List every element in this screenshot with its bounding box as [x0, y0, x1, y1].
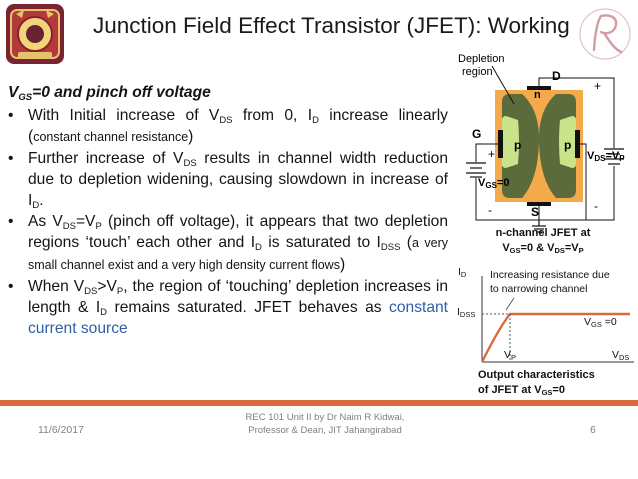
p-label-right: p [564, 138, 572, 152]
bullet-4: • When $V_{DS}>V_P$, the region of ‘touching’ depletion increases in length & $I_D$ remains saturated. JFET behaves as constant current source [8, 276, 448, 339]
graph-vgs-label: $V_{GS} =0$ [584, 316, 617, 329]
slide-body [8, 82, 448, 339]
graph-vp-label: $V_P$ [504, 349, 517, 362]
minus-left: - [488, 203, 492, 217]
footer-rule [0, 400, 638, 406]
constant-current-source-highlight: constant current source [28, 299, 448, 337]
bullet-1: • With Initial increase of $V_{DS}$ from 0, $I_D$ increase linearly (constant channel resistance) [8, 105, 448, 148]
source-label: S [531, 205, 540, 219]
section-heading: $V_{GS}=0$ and pinch off voltage [8, 84, 211, 103]
vds-label: VDS=VP [587, 150, 625, 163]
plus-top: + [594, 79, 602, 93]
n-label: n [534, 89, 541, 101]
jfet-caption: n-channel JFET at $V_{GS}=0$ & $V_{DS}=V_P$ [495, 227, 591, 255]
graph-vds-label: $V_{DS}$ [612, 349, 630, 362]
bullet-3: • As $V_{DS}=V_P$ (pinch off voltage), it appears that two depletion regions ‘touch’ each other and $I_D$ is saturated to $I_{DSS}$ (a very small channel exist and a very high density current flows) [8, 211, 448, 276]
minus-right: - [594, 199, 598, 213]
p-label-left: p [514, 138, 522, 152]
depletion-label: Depletion [458, 53, 505, 65]
slide-title: Junction Field Effect Transistor (JFET): Working [93, 13, 570, 38]
page-number: 6 [590, 424, 596, 436]
plus-left: + [488, 147, 496, 161]
jfet-diagram [448, 50, 638, 236]
graph-idss-label: $I_{DSS}$ [457, 306, 476, 319]
vgs-label: VGS=0 [478, 177, 510, 190]
footer-date: 11/6/2017 [38, 424, 84, 436]
drain-label: D [552, 69, 561, 83]
bullet-list [8, 105, 448, 339]
gate-label: G [472, 127, 482, 141]
footer-author: REC 101 Unit II by Dr Naim R Kidwai, Professor & Dean, JIT Jahangirabad [245, 412, 405, 436]
depletion-label-2: region [462, 66, 493, 78]
graph-caption: Output characteristics of JFET at $V_{GS}=0$ [478, 369, 595, 397]
bullet-2: • Further increase of $V_{DS}$ results in channel width reduction due to depletion widening, causing slowdown in increase of $I_D$. [8, 148, 448, 211]
graph-annotation: Increasing resistance due to narrowing channel [490, 269, 610, 295]
jit-crest-logo [4, 2, 66, 66]
graph-id-label: $I_D$ [458, 266, 467, 279]
